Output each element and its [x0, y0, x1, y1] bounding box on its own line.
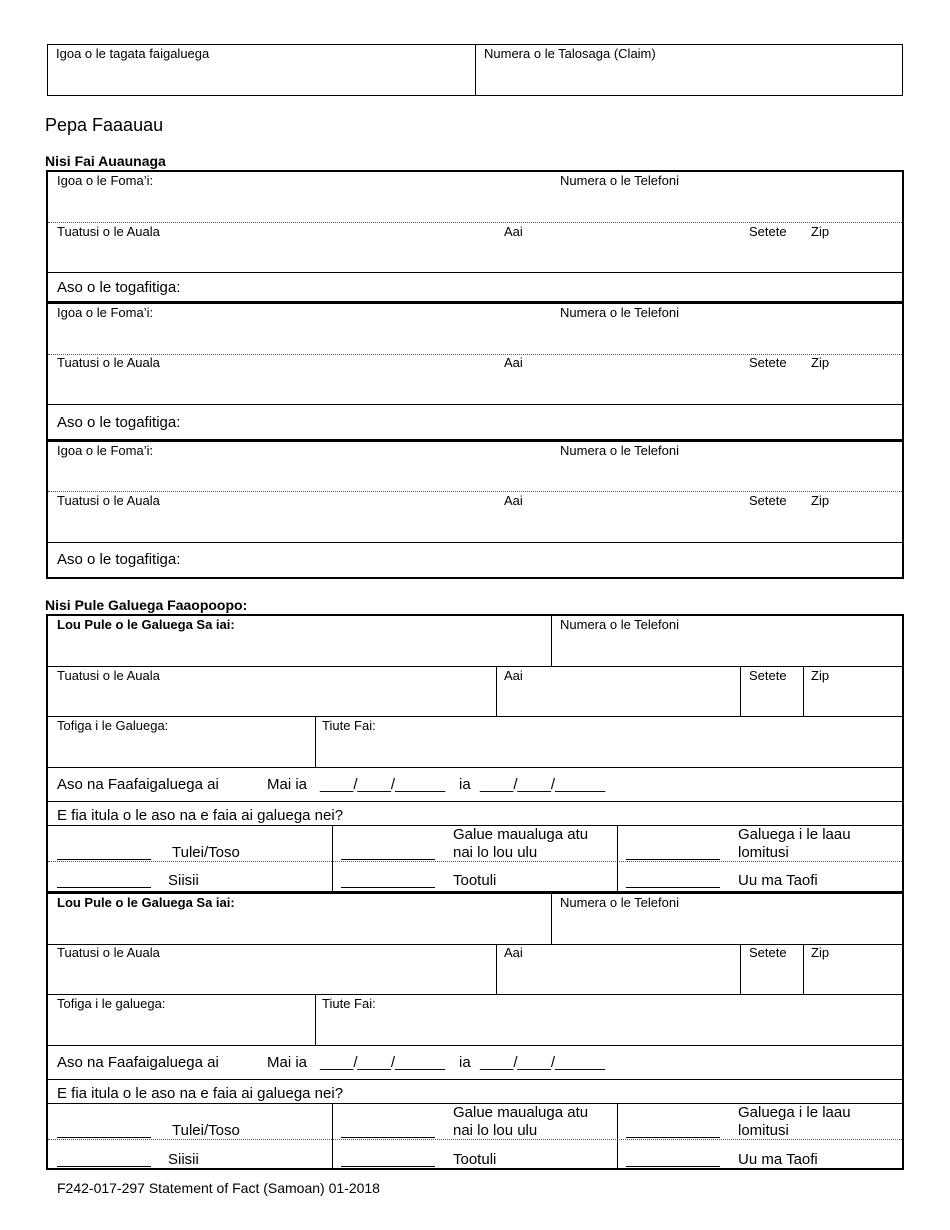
- hours-blank-lift-2[interactable]: [57, 1153, 151, 1167]
- provider-street-label-2: Tuatusi o le Auala: [57, 355, 160, 370]
- employer-zip-label-2: Zip: [811, 945, 830, 960]
- employer-street-label-1: Tuatusi o le Auala: [57, 668, 160, 683]
- hours-blank-kneel-2[interactable]: [341, 1153, 435, 1167]
- from-label-2: Mai ia: [267, 1054, 308, 1071]
- employer-zip-label-1: Zip: [811, 668, 830, 683]
- hours-blank-overhead-1[interactable]: [341, 846, 435, 860]
- hours-blank-push-pull-1[interactable]: [57, 846, 151, 860]
- employer-state-label-1: Setete: [749, 668, 787, 683]
- divider: [48, 666, 902, 667]
- duties-label-2: Tiute Fai:: [322, 996, 376, 1011]
- divider: [48, 994, 902, 995]
- block-divider: [48, 301, 902, 304]
- hours-blank-overhead-2[interactable]: [341, 1124, 435, 1138]
- divider: [803, 666, 804, 717]
- employment-dates-label-2: Aso na Faafaigaluega ai: [57, 1054, 219, 1071]
- hours-question-2: E fia itula o le aso na e faia ai galuega nei?: [57, 1085, 344, 1102]
- divider: [315, 994, 316, 1045]
- hours-blank-keyboard-2[interactable]: [626, 1124, 720, 1138]
- divider: [48, 542, 902, 543]
- hours-blank-kneel-1[interactable]: [341, 874, 435, 888]
- option-lift-2: Siisii: [168, 1151, 199, 1168]
- option-lift-1: Siisii: [168, 872, 199, 889]
- divider: [48, 801, 902, 802]
- divider: [740, 944, 741, 995]
- hours-blank-lift-1[interactable]: [57, 874, 151, 888]
- provider-city-label-1: Aai: [504, 224, 523, 239]
- divider: [48, 1045, 902, 1046]
- from-date-blank-1[interactable]: ____/____/______: [320, 776, 446, 793]
- option-grip-2: Uu ma Taofi: [738, 1151, 818, 1168]
- divider: [803, 944, 804, 995]
- provider-city-label-3: Aai: [504, 493, 523, 508]
- option-kneel-1: Tootuli: [453, 872, 497, 889]
- block-divider: [48, 439, 902, 442]
- hours-blank-grip-2[interactable]: [626, 1153, 720, 1167]
- divider: [48, 222, 902, 223]
- divider: [617, 825, 618, 892]
- option-kneel-2: Tootuli: [453, 1151, 497, 1168]
- provider-name-field-1[interactable]: [48, 190, 548, 220]
- hours-blank-grip-1[interactable]: [626, 874, 720, 888]
- divider: [48, 272, 902, 273]
- option-keyboard-2: Galuega i le laau lomitusi: [738, 1104, 851, 1139]
- employers-heading: Nisi Pule Galuega Faaopoopo:: [45, 597, 248, 613]
- provider-phone-label-2: Numera o le Telefoni: [560, 305, 679, 320]
- provider-state-label-2: Setete: [749, 355, 787, 370]
- divider: [740, 666, 741, 717]
- divider: [496, 666, 497, 717]
- employer-name-label-2: Lou Pule o le Galuega Sa iai:: [57, 895, 235, 910]
- provider-name-label-1: Igoa o le Foma’i:: [57, 173, 154, 188]
- option-push-pull-2: Tulei/Toso: [172, 1122, 240, 1139]
- provider-zip-label-3: Zip: [811, 493, 830, 508]
- from-date-blank-2[interactable]: ____/____/______: [320, 1054, 446, 1071]
- option-keyboard-1: Galuega i le laau lomitusi: [738, 826, 851, 861]
- option-overhead-2: Galue maualuga atu nai lo lou ulu: [453, 1104, 589, 1139]
- block-divider: [48, 891, 902, 894]
- provider-state-label-1: Setete: [749, 224, 787, 239]
- provider-zip-label-2: Zip: [811, 355, 830, 370]
- treatment-date-label-1: Aso o le togafitiga:: [57, 279, 181, 296]
- option-push-pull-1: Tulei/Toso: [172, 844, 240, 861]
- hours-question-1: E fia itula o le aso na e faia ai galuega nei?: [57, 807, 344, 824]
- divider: [48, 404, 902, 405]
- to-date-blank-1[interactable]: ____/____/______: [480, 776, 606, 793]
- treatment-date-label-2: Aso o le togafitiga:: [57, 414, 181, 431]
- employer-city-label-1: Aai: [504, 668, 523, 683]
- divider: [496, 944, 497, 995]
- duties-label-1: Tiute Fai:: [322, 718, 376, 733]
- form-footer: F242-017-297 Statement of Fact (Samoan) 01-2018: [57, 1180, 380, 1196]
- divider: [332, 1103, 333, 1169]
- provider-phone-label-1: Numera o le Telefoni: [560, 173, 679, 188]
- to-date-blank-2[interactable]: ____/____/______: [480, 1054, 606, 1071]
- from-label-1: Mai ia: [267, 776, 308, 793]
- employment-dates-label-1: Aso na Faafaigaluega ai: [57, 776, 219, 793]
- employer-state-label-2: Setete: [749, 945, 787, 960]
- provider-name-label-3: Igoa o le Foma’i:: [57, 443, 154, 458]
- to-label-2: ia: [459, 1054, 471, 1071]
- provider-phone-label-3: Numera o le Telefoni: [560, 443, 679, 458]
- claim-number-label: Numera o le Talosaga (Claim): [484, 46, 656, 61]
- provider-zip-label-1: Zip: [811, 224, 830, 239]
- option-overhead-1: Galue maualuga atu nai lo lou ulu: [453, 826, 589, 861]
- employer-name-label-1: Lou Pule o le Galuega Sa iai:: [57, 617, 235, 632]
- job-title-label-2: Tofiga i le galuega:: [57, 996, 166, 1011]
- divider: [48, 861, 902, 862]
- divider: [48, 767, 902, 768]
- provider-city-label-2: Aai: [504, 355, 523, 370]
- divider: [551, 894, 552, 944]
- provider-street-label-3: Tuatusi o le Auala: [57, 493, 160, 508]
- divider: [315, 716, 316, 767]
- divider: [48, 1079, 902, 1080]
- worker-name-label: Igoa o le tagata faigaluega: [56, 46, 210, 61]
- form-title: Pepa Faaauau: [45, 115, 164, 135]
- employer-city-label-2: Aai: [504, 945, 523, 960]
- option-grip-1: Uu ma Taofi: [738, 872, 818, 889]
- hours-blank-push-pull-2[interactable]: [57, 1124, 151, 1138]
- employer-street-label-2: Tuatusi o le Auala: [57, 945, 160, 960]
- job-title-label-1: Tofiga i le Galuega:: [57, 718, 169, 733]
- employer-phone-label-2: Numera o le Telefoni: [560, 895, 679, 910]
- provider-state-label-3: Setete: [749, 493, 787, 508]
- divider: [332, 825, 333, 892]
- worker-name-field[interactable]: [48, 62, 474, 95]
- claim-number-field[interactable]: [476, 62, 902, 95]
- divider: [48, 716, 902, 717]
- to-label-1: ia: [459, 776, 471, 793]
- treatment-date-label-3: Aso o le togafitiga:: [57, 551, 181, 568]
- hours-blank-keyboard-1[interactable]: [626, 846, 720, 860]
- services-heading: Nisi Fai Auaunaga: [45, 153, 166, 169]
- provider-name-label-2: Igoa o le Foma’i:: [57, 305, 154, 320]
- divider: [48, 1139, 902, 1140]
- provider-street-label-1: Tuatusi o le Auala: [57, 224, 160, 239]
- divider: [48, 491, 902, 492]
- divider: [551, 616, 552, 667]
- employer-phone-label-1: Numera o le Telefoni: [560, 617, 679, 632]
- divider: [617, 1103, 618, 1169]
